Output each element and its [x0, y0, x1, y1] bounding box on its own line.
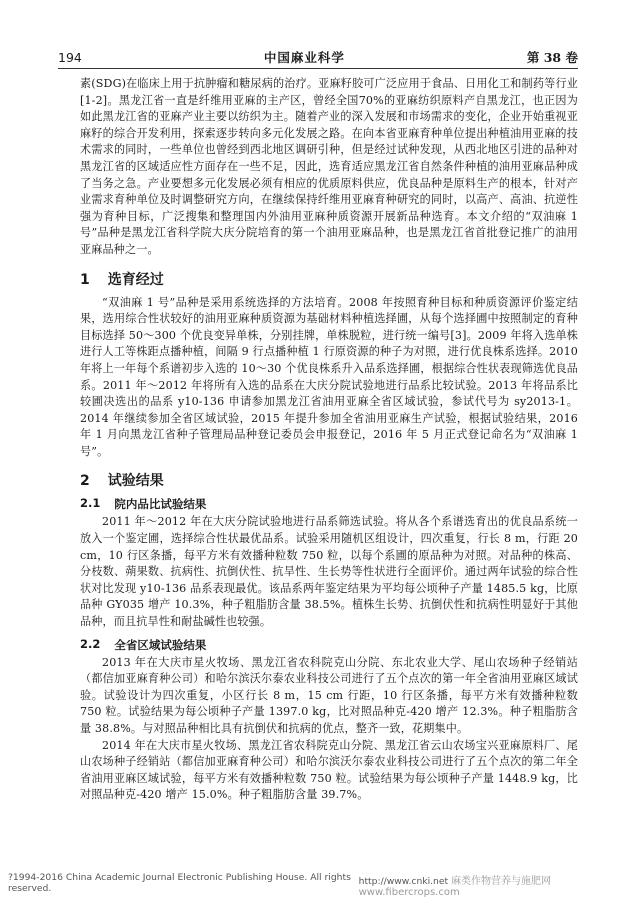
page-number: 194: [58, 49, 82, 65]
volume-label: 第 38 卷: [526, 50, 578, 65]
copyright-notice: ?1994-2016 China Academic Journal Electronic Publishing House. All rights reserved.: [8, 872, 351, 894]
section-title: 选育经过: [107, 271, 164, 288]
publisher-url[interactable]: http://www.cnki.net: [358, 876, 449, 887]
subsection-title: 全省区域试验结果: [114, 637, 207, 652]
subsection-heading: [80, 496, 578, 512]
section-number: 1: [80, 271, 90, 288]
subsection-title: 院内品比试验结果: [114, 497, 207, 512]
intro-paragraph: 素(SDG)在临床上用于抗肿瘤和糖尿病的治疗。亚麻籽胶可广泛应用于食品、日用化工和制药等行业[1-2]。黑龙江省一直是纤维用亚麻的主产区，曾经全国70%的亚麻纺织原料产自黑龙江，也正因为如此黑龙江省的亚麻产业主要以纺织为主。随着产业的深入发展和市场需求的变化，企业开始重视亚麻籽的综合开发利用，探索逐步转向多元化发展之路。在向本省亚麻育种单位提出种植油用亚麻的技术需求的同时，一些单位也曾经到西北地区调研引种，但是经过试种发现，从西北地区引进的品种对黑龙江省的区域适应性方面存在一些不足，因此，选育适应黑龙江省自然条件种植的油用亚麻品种成了当务之急。产业要想多元化发展必须有相应的优质原料供应，优良品种是原料生产的根本，针对产业需求育种单位及时调整研究方向，在继续保持纤维用亚麻育种研究的同时，以高产、高油、抗逆性强为育种目标，广泛搜集和整理国内外油用亚麻种质资源开展新品种选育。本文介绍的“双油麻 1 号”品种是黑龙江省科学院大庆分院培育的第一个油用亚麻品种，也是黑龙江省首批登记推广的油用亚麻品种之一。: [80, 77, 578, 256]
subsection-heading: [80, 637, 578, 653]
section-heading: [80, 269, 578, 289]
body-paragraph: 2014 年在大庆市星火牧场、黑龙江省农科院克山分院、黑龙江省云山农场宝兴亚麻原料厂、尾山农场种子经销站（都信加亚麻育种公司）和哈尔滨沃尔泰农业科技公司进行了五个点次的第二年全省油用亚麻区域试验，每平方米有效播种粒数 750 粒。试验结果为每公顷种子产量 1448.9 kg，比对照品种克-420 增产 15.0%。种子粗脂肪含量 39.7%。: [80, 738, 578, 802]
article-body: [80, 76, 578, 804]
body-paragraph: 2011 年～2012 年在大庆分院试验地进行品系筛选试验。将从各个系谱选育出的优良品系统一放入一个鉴定圃，选择综合性状最优品系。试验采用随机区组设计，四次重复，行长 8 m，行距 20 cm，10 行区条播，每平方米有效播种粒数 750 粒，以每个系圃的原品种为对照。对品种的株高、分枝数、蒴果数、抗病性、抗倒伏性、抗旱性、生长势等性状进行全面评价。通过两年试验的综合性状对比发现 y10-136 品系表现最优。该品系两年鉴定结果为平均每公顷种子产量 1485.5 kg，比原品种 GY035 增产 10.3%，种子粗脂肪含量 38.5%。植株生长势、抗倒伏性和抗病性明显好于其他品种，而且抗旱性和耐盐碱性也较强。: [80, 515, 578, 629]
section-heading: [80, 470, 578, 490]
body-paragraph: 2013 年在大庆市星火牧场、黑龙江省农科院克山分院、东北农业大学、尾山农场种子经销站（都信加亚麻育种公司）和哈尔滨沃尔泰农业科技公司进行了五个点次的第一年全省油用亚麻区域试验。试验设计为四次重复，小区行长 8 m，15 cm 行距，10 行区条播，每平方米有效播种粒数 750 粒。试验结果为每公顷种子产量 1397.0 kg，比对照品种克-420 增产 12.3%。种子粗脂肪含量 38.8%。与对照品种相比具有抗倒伏和抗病的优点，整齐一致，花期集中。: [80, 655, 578, 735]
journal-title: 中国麻业科学: [263, 50, 345, 65]
subsection-number: 2.2: [80, 636, 101, 651]
section-number: 2: [80, 473, 90, 490]
body-paragraph: “双油麻 1 号”品种是采用系统选择的方法培育。2008 年按照育种目标和种质资源评价鉴定结果，选用综合性状较好的油用亚麻种质资源为基础材料种植选择圃，从每个选择圃中按照制定的育种目标选择 50～300 个优良变异单株，分别挂牌，单株脱粒，进行统一编号[3]。2009 年将入选单株进行人工等株距点播种植，间隔 9 行点播种植 1 行原资源的种子为对照，进行优良株系选择。2010 年将上一年每个系谱初步入选的 10～30 个优良株系升入品系选择圃，根据综合性状表现筛选优良品系。2011 年～2012 年将所有入选的品系在大庆分院试验地进行品系比较试验。2013 年将品系比较圃决选出的品系 y10-136 申请参加黑龙江省油用亚麻全省区域试验，参试代号为 sy2013-1。2014 年继续参加全省区域试验，2015 年提升参加全省油用亚麻生产试验，根据试验结果，2016 年 1 月向黑龙江省种子管理局品种登记委员会申报登记，2016 年 5 月正式登记命名为“双油麻 1 号”。: [80, 295, 578, 458]
page-header: [58, 46, 578, 69]
section-title: 试验结果: [107, 473, 164, 490]
watermark-text: 麻类作物营养与施肥网 www.fibercrops.com: [358, 876, 552, 898]
subsection-number: 2.1: [80, 496, 101, 511]
page-footer: [0, 872, 636, 898]
